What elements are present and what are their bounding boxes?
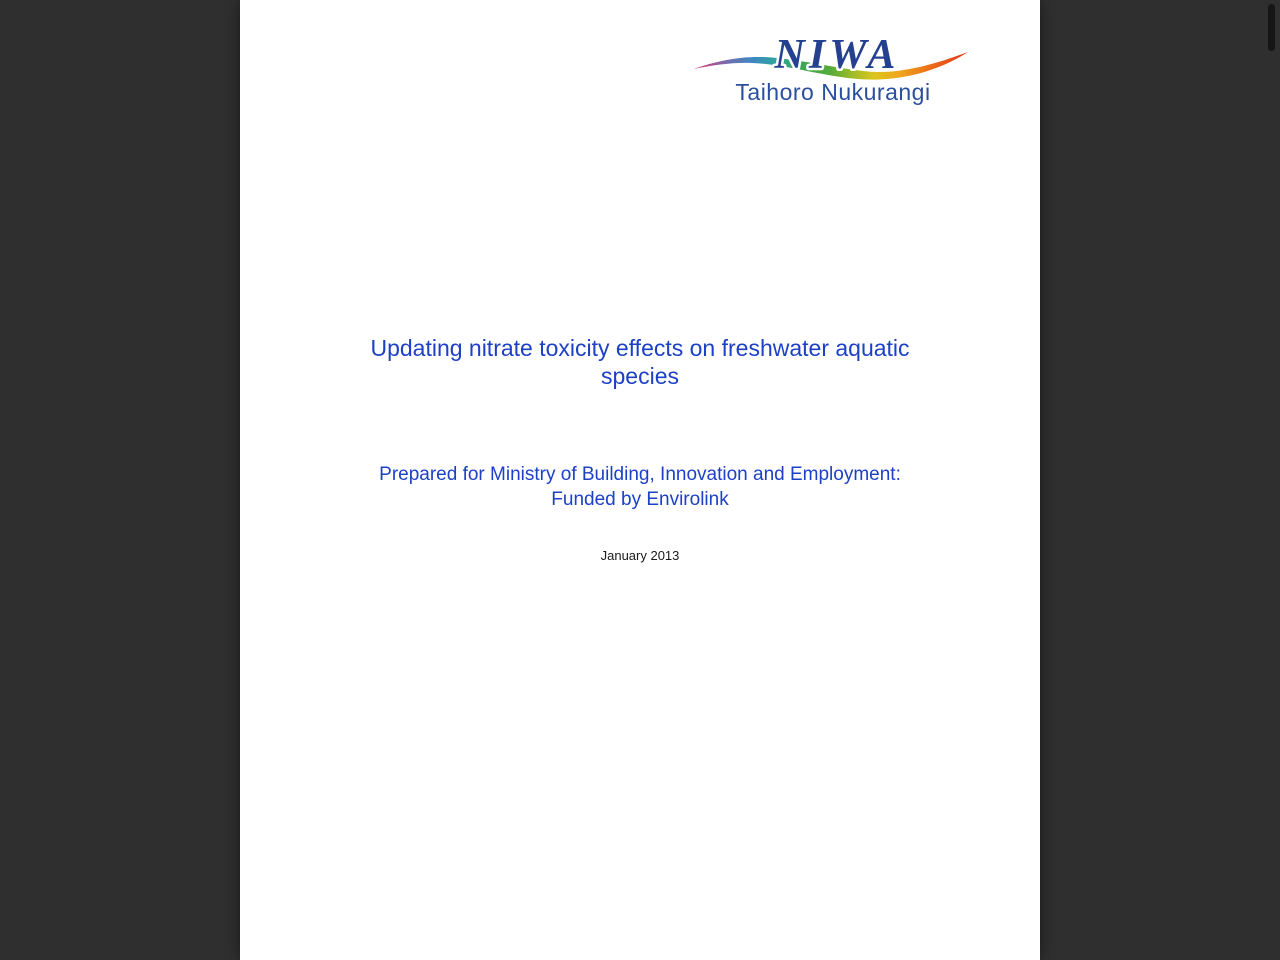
vertical-scrollbar-thumb[interactable] xyxy=(1268,4,1275,51)
niwa-brand-text: NIWA xyxy=(774,32,900,78)
niwa-tagline-text: Taihoro Nukurangi xyxy=(735,79,931,105)
document-subtitle xyxy=(240,462,1040,512)
subtitle-line-2: Funded by Envirolink xyxy=(551,489,729,510)
title-line-1: Updating nitrate toxicity effects on freshwater aquatic xyxy=(370,335,910,361)
document-title xyxy=(240,334,1040,390)
subtitle-line-1: Prepared for Ministry of Building, Innovation and Employment: xyxy=(379,464,901,485)
niwa-wave-icon xyxy=(690,26,970,108)
document-date: January 2013 xyxy=(600,548,680,563)
document-page xyxy=(240,0,1040,960)
title-line-2: species xyxy=(601,363,679,389)
niwa-logo xyxy=(690,26,970,108)
